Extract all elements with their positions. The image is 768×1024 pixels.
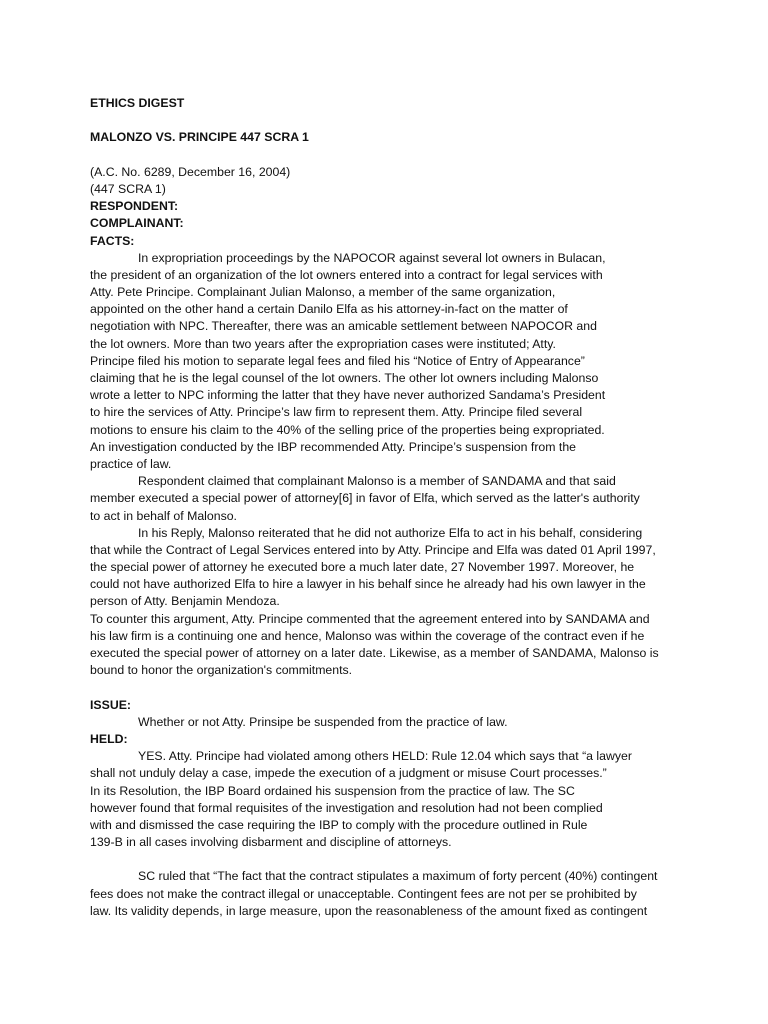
held-line: however found that formal requisites of the investigation and resolution had not been complied — [90, 800, 603, 815]
facts-line: wrote a letter to NPC informing the latter that they have never authorized Sandama’s President — [90, 388, 606, 403]
facts-line: practice of law. — [90, 456, 172, 471]
facts-line: Respondent claimed that complainant Malonso is a member of SANDAMA and that said — [138, 474, 616, 489]
spacer — [90, 679, 690, 696]
facts-line: the president of an organization of the lot owners entered into a contract for legal services with — [90, 267, 603, 282]
facts-line: Principe filed his motion to separate legal fees and filed his “Notice of Entry of Appearance” — [90, 353, 585, 368]
facts-line: the lot owners. More than two years after the expropriation cases were instituted; Atty. — [90, 336, 556, 351]
document-page — [90, 95, 690, 920]
spacer — [90, 112, 690, 129]
facts-line: to hire the services of Atty. Principe’s law firm to represent them. Atty. Principe filed several — [90, 405, 583, 420]
facts-line: his law firm is a continuing one and hence, Malonso was within the coverage of the contract even if he — [90, 628, 645, 643]
facts-line: member executed a special power of attorney[6] in favor of Elfa, which served as the latter's authority — [90, 491, 640, 506]
sc-ruling-line: fees does not make the contract illegal or unacceptable. Contingent fees are not per se prohibited by — [90, 886, 637, 901]
facts-line: appointed on the other hand a certain Danilo Elfa as his attorney-in-fact on the matter of — [90, 302, 568, 317]
facts-line: In his Reply, Malonso reiterated that he did not authorize Elfa to act in his behalf, considering — [138, 525, 643, 540]
facts-line: bound to honor the organization's commitments. — [90, 663, 353, 678]
sc-ruling-section — [90, 868, 690, 920]
facts-line: negotiation with NPC. Thereafter, there was an amicable settlement between NAPOCOR and — [90, 319, 597, 334]
facts-line: In expropriation proceedings by the NAPOCOR against several lot owners in Bulacan, — [138, 250, 606, 265]
facts-line: An investigation conducted by the IBP recommended Atty. Principe’s suspension from the — [90, 439, 577, 454]
issue-text: Whether or not Atty. Prinsipe be suspended from the practice of law. — [138, 714, 508, 729]
facts-section — [90, 250, 690, 680]
held-line: YES. Atty. Principe had violated among others HELD: Rule 12.04 which says that “a lawyer — [138, 749, 632, 764]
held-line: with and dismissed the case requiring the IBP to comply with the procedure outlined in Rule — [90, 817, 588, 832]
facts-line: executed the special power of attorney on a later date. Likewise, as a member of SANDAMA, Malonso is — [90, 646, 659, 660]
held-line: shall not unduly delay a case, impede the execution of a judgment or misuse Court processes.” — [90, 766, 607, 781]
scra-reference: (447 SCRA 1) — [90, 181, 166, 196]
held-section — [90, 748, 690, 851]
sc-ruling-line: SC ruled that “The fact that the contract stipulates a maximum of forty percent (40%) contingent — [138, 869, 658, 884]
facts-line: claiming that he is the legal counsel of the lot owners. The other lot owners including Malonso — [90, 371, 599, 385]
facts-line: person of Atty. Benjamin Mendoza. — [90, 594, 280, 609]
sc-ruling-line: law. Its validity depends, in large measure, upon the reasonableness of the amount fixed as contingent — [90, 903, 648, 918]
document-heading: ETHICS DIGEST — [90, 96, 185, 110]
facts-label: FACTS: — [90, 233, 135, 248]
held-line: In its Resolution, the IBP Board ordained his suspension from the practice of law. The SC — [90, 783, 575, 798]
facts-line: Atty. Pete Principe. Complainant Julian Malonso, a member of the same organization, — [90, 285, 556, 300]
facts-line: that while the Contract of Legal Services entered into by Atty. Principe and Elfa was dated 01 April 1997, — [90, 542, 656, 557]
facts-line: could not have authorized Elfa to hire a lawyer in his behalf since he already had his own lawyer in the — [90, 577, 646, 592]
complainant-label: COMPLAINANT: — [90, 216, 184, 231]
held-label: HELD: — [90, 731, 128, 746]
case-citation: (A.C. No. 6289, December 16, 2004) — [90, 164, 291, 179]
issue-label: ISSUE: — [90, 697, 131, 712]
spacer — [90, 851, 690, 868]
facts-line: To counter this argument, Atty. Principe commented that the agreement entered into by SANDAMA and — [90, 611, 650, 626]
held-line: 139-B in all cases involving disbarment and discipline of attorneys. — [90, 835, 452, 850]
spacer — [90, 147, 690, 164]
facts-line: motions to ensure his claim to the 40% of the selling price of the properties being expropriated. — [90, 422, 605, 437]
case-title: MALONZO VS. PRINCIPE 447 SCRA 1 — [90, 130, 309, 145]
respondent-label: RESPONDENT: — [90, 199, 179, 214]
facts-line: to act in behalf of Malonso. — [90, 508, 237, 523]
facts-line: the special power of attorney he executed bore a much later date, 27 November 1997. Moreover, he — [90, 560, 635, 575]
